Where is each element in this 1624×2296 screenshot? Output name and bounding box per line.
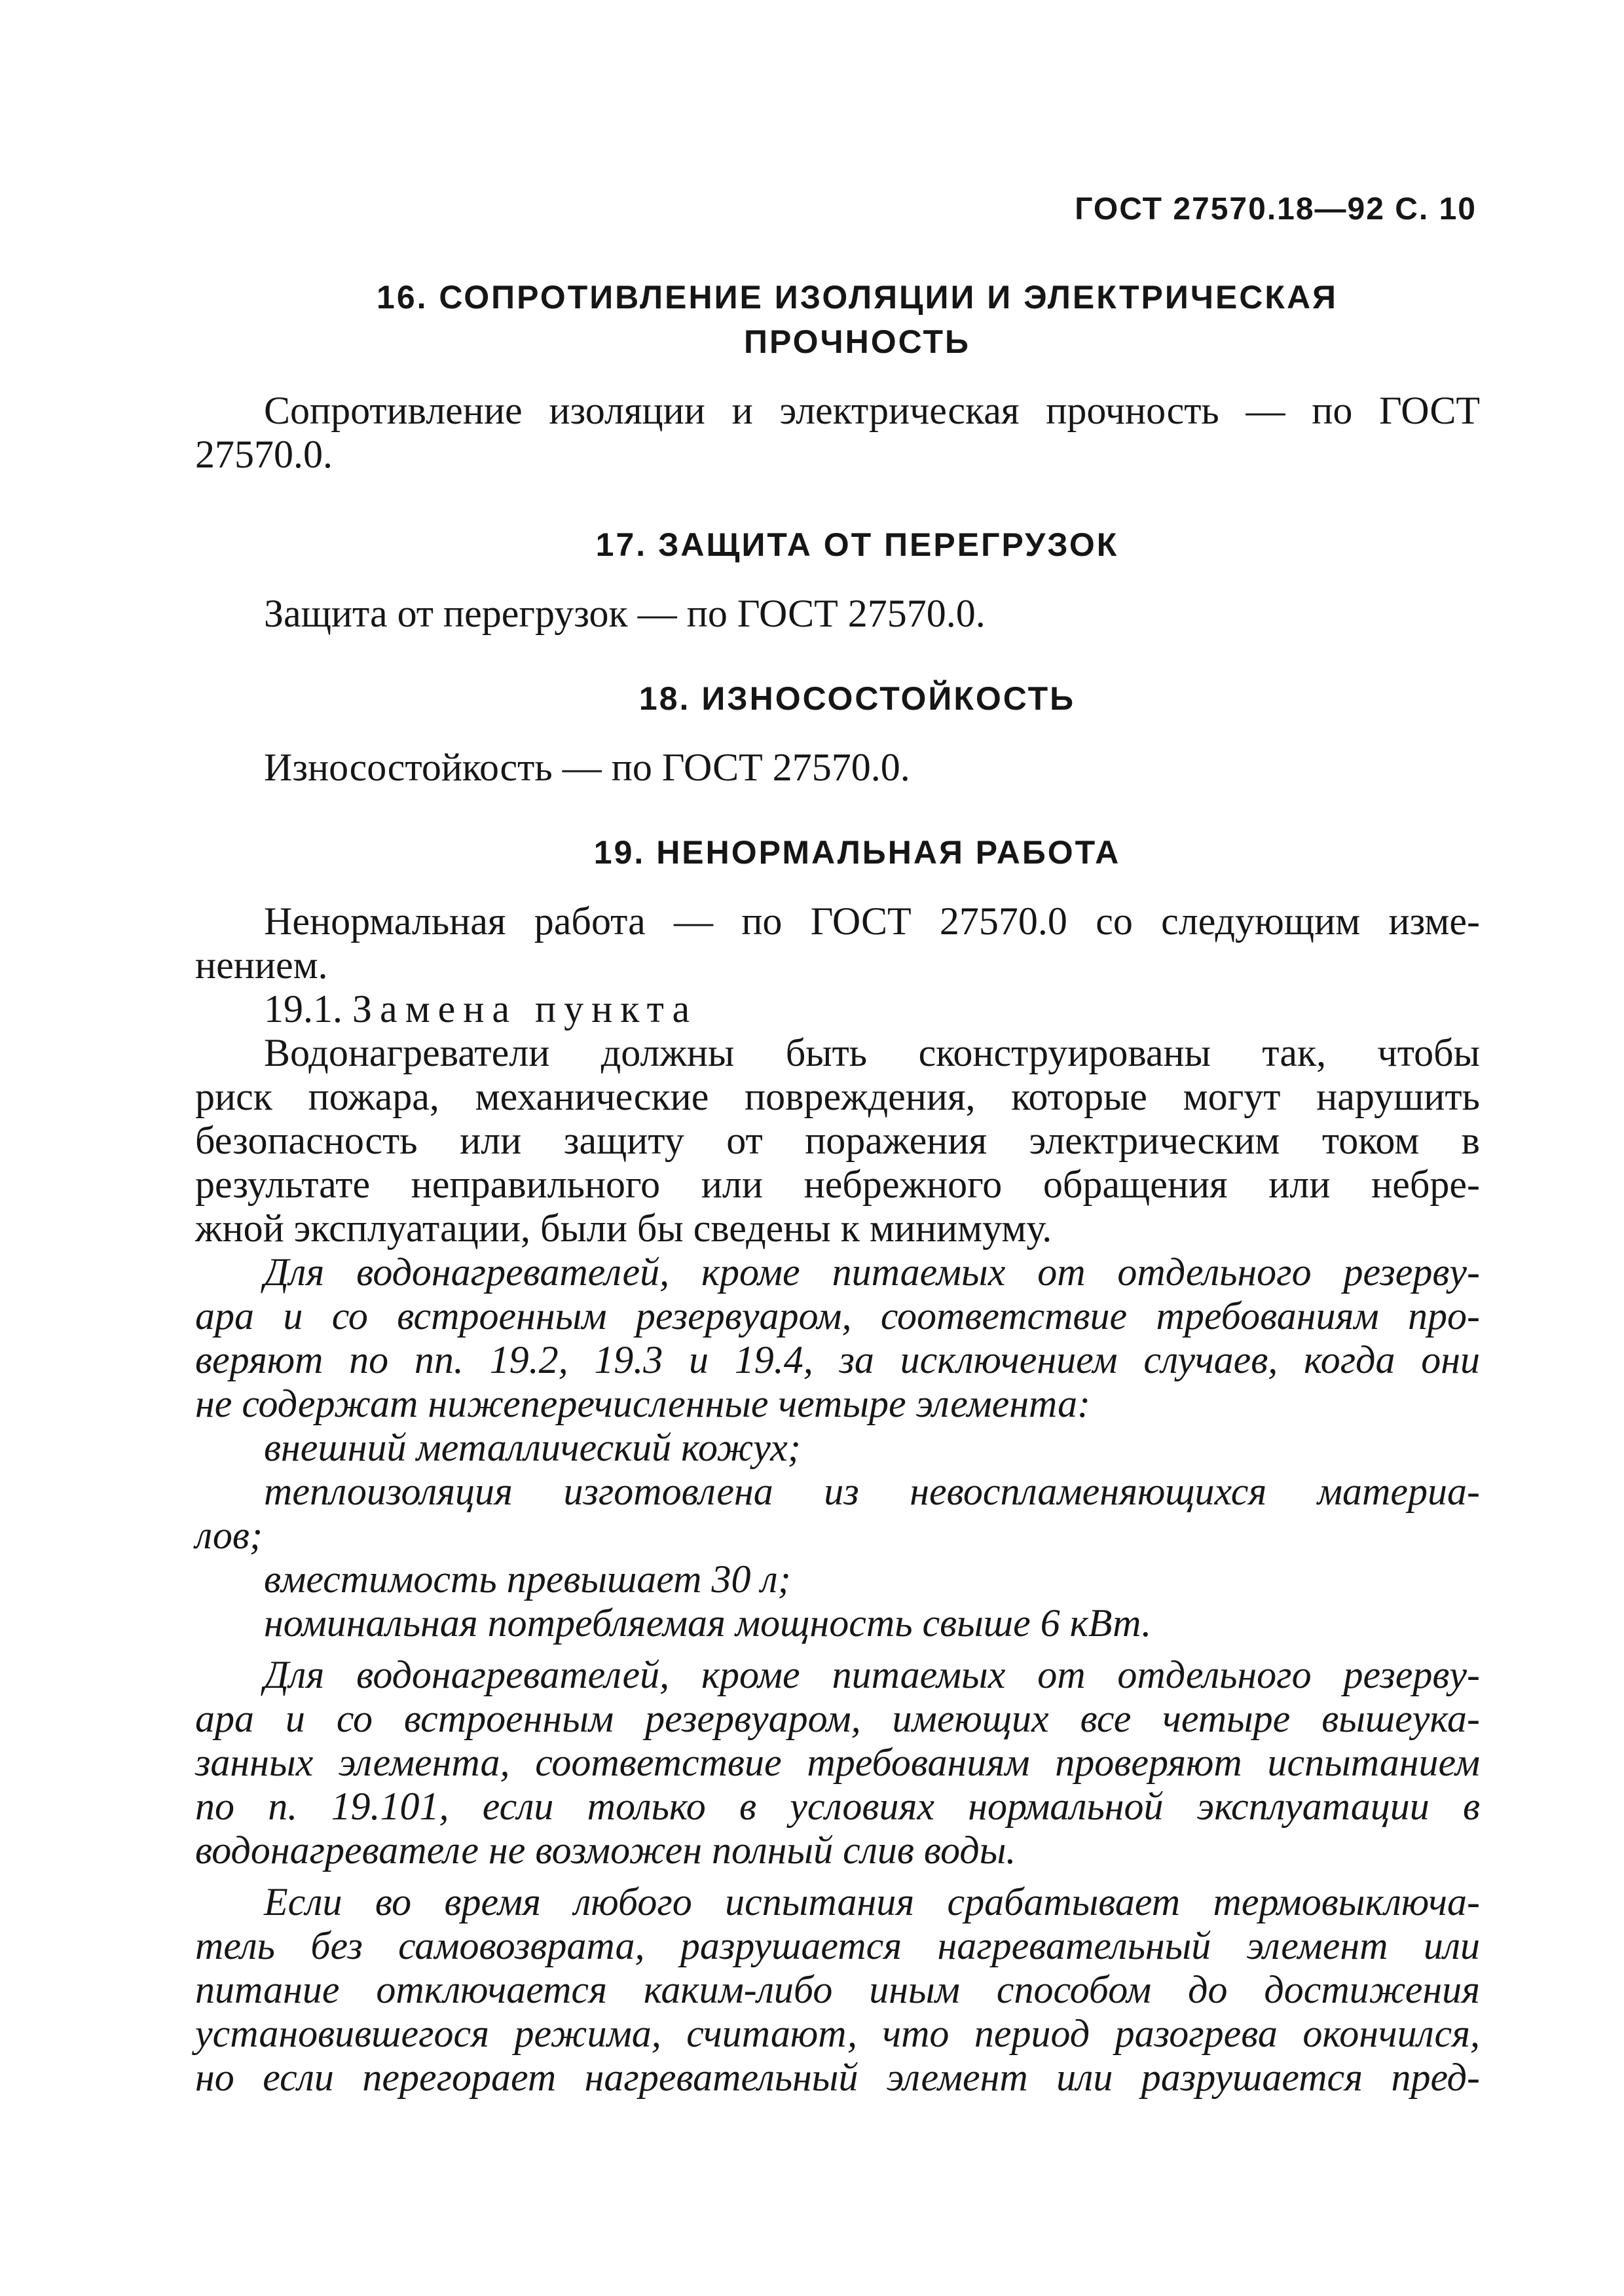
list-item: внешний металлический кожух; (264, 1426, 801, 1469)
section-19-intro-line-2: нением. (195, 943, 328, 987)
paragraph-line: Водонагреватели должны быть сконструированы так, чтобы (264, 1031, 1480, 1074)
element-list (195, 1426, 1480, 1645)
paragraph-line: Для водонагревателей, кроме питаемых от отдельного резерву- (264, 1250, 1480, 1294)
paragraph-line: занных элемента, соответствие требованиям проверяют испытанием (195, 1741, 1480, 1784)
section-17-text-line: Защита от перегрузок — по ГОСТ 27570.0. (264, 592, 986, 635)
section-18-text-line: Износостойкость — по ГОСТ 27570.0. (264, 746, 910, 789)
paragraph-line: веряют по пп. 19.2, 19.3 и 19.4, за исключением случаев, когда они (195, 1338, 1480, 1381)
page-body (195, 275, 1480, 2100)
section-16-heading-line-1: 16. СОПРОТИВЛЕНИЕ ИЗОЛЯЦИИ И ЭЛЕКТРИЧЕСКАЯ (377, 279, 1338, 316)
section-16-heading-line-2: ПРОЧНОСТЬ (744, 323, 970, 360)
subclause-19-1 (195, 987, 1480, 1031)
section-18-heading: 18. ИЗНОСОСТОЙКОСТЬ (638, 680, 1076, 717)
paragraph-line: установившегося режима, считают, что период разогрева окончился, (195, 2012, 1480, 2055)
subclause-19-1-number: 19.1. (264, 987, 342, 1030)
paragraph-19-1-italic-b (195, 1653, 1480, 1872)
section-17-heading: 17. ЗАЩИТА ОТ ПЕРЕГРУЗОК (595, 526, 1119, 563)
paragraph-line: результате неправильного или небрежного обращения или небре- (195, 1163, 1480, 1206)
paragraph-line: тель без самовозврата, разрушается нагревательный элемент или (195, 1924, 1480, 1967)
paragraph-line: Для водонагревателей, кроме питаемых от отдельного резерву- (264, 1653, 1480, 1696)
paragraph-19-1-italic-a (195, 1250, 1480, 1426)
list-item: теплоизоляция изготовлена из невоспламеняющихся материа- (264, 1470, 1480, 1513)
paragraph-19-1-italic-c (195, 1880, 1480, 2100)
list-item-continuation: лов; (195, 1514, 263, 1557)
section-16-heading (195, 275, 1480, 364)
paragraph-line: не содержат нижеперечисленные четыре элемента: (195, 1382, 1091, 1425)
section-16-text-line-2: 27570.0. (195, 433, 333, 476)
section-16-text-line-1: Сопротивление изоляции и электрическая прочность — по ГОСТ (264, 389, 1480, 432)
paragraph-19-1-text (195, 1031, 1480, 1250)
paragraph-line: жной эксплуатации, были бы сведены к минимуму. (195, 1207, 1052, 1250)
paragraph-line: Если во время любого испытания срабатывает термовыключа- (264, 1880, 1480, 1923)
list-item: вместимость превышает 30 л; (264, 1558, 791, 1601)
section-18-text (195, 746, 1480, 790)
section-19-intro (195, 900, 1480, 987)
section-19-heading: 19. НЕНОРМАЛЬНАЯ РАБОТА (593, 834, 1121, 871)
paragraph-line: ара и со встроенным резервуаром, соответствие требованиям про- (195, 1294, 1480, 1338)
section-17-text (195, 592, 1480, 636)
paragraph-line: ара и со встроенным резервуаром, имеющих все четыре вышеука- (195, 1697, 1480, 1740)
paragraph-line: но если перегорает нагревательный элемент или разрушается пред- (195, 2056, 1480, 2099)
paragraph-line: риск пожара, механические повреждения, которые могут нарушить (195, 1075, 1480, 1118)
page-header: ГОСТ 27570.18—92 С. 10 (1075, 192, 1477, 227)
section-19-intro-line-1: Ненормальная работа — по ГОСТ 27570.0 со следующим изме- (264, 900, 1480, 943)
paragraph-line: водонагревателе не возможен полный слив воды. (195, 1829, 1016, 1872)
list-item: номинальная потребляемая мощность свыше 6 кВт. (264, 1601, 1152, 1645)
subclause-19-1-title: Замена пункта (352, 987, 698, 1030)
section-16-text (195, 389, 1480, 477)
paragraph-line: безопасность или защиту от поражения электрическим током в (195, 1119, 1480, 1162)
paragraph-line: питание отключается каким-либо иным способом до достижения (195, 1968, 1480, 2011)
paragraph-line: по п. 19.101, если только в условиях нормальной эксплуатации в (195, 1785, 1480, 1828)
